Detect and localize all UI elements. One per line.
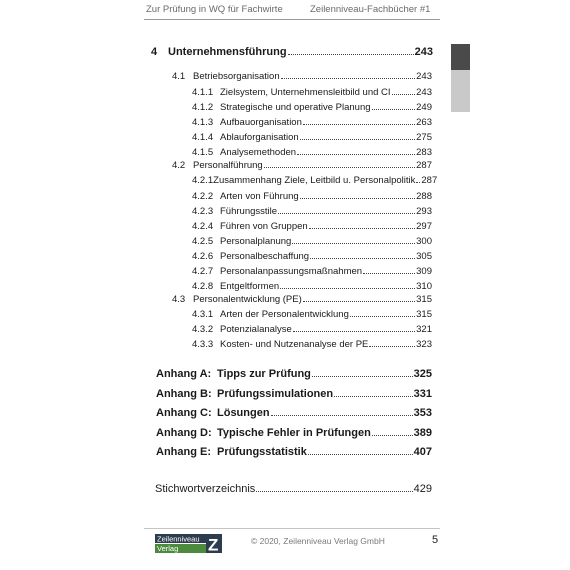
toc-entry-number: Anhang B: bbox=[156, 387, 212, 400]
toc-entry-number: 4.2.2 bbox=[192, 191, 214, 202]
toc-entry-page: 305 bbox=[416, 251, 432, 262]
leader-dots bbox=[369, 346, 415, 347]
toc-entry-page: 353 bbox=[413, 407, 432, 419]
toc-entry-number: 4.1.5 bbox=[192, 147, 214, 158]
leader-dots bbox=[334, 396, 413, 397]
toc-entry-title: Ablauforganisation bbox=[220, 132, 299, 143]
toc-entry-title: Potenzialanalyse bbox=[220, 324, 292, 335]
toc-subsection-row bbox=[192, 87, 432, 98]
toc-entry-page: 315 bbox=[416, 294, 432, 305]
leader-dots bbox=[309, 228, 415, 229]
leader-dots bbox=[288, 54, 414, 55]
toc-entry-number: 4.2.1 bbox=[192, 175, 214, 186]
toc-subsection-row bbox=[192, 339, 432, 350]
toc-entry-title: Personalanpassungsmaßnahmen bbox=[220, 266, 363, 277]
toc-entry-number: 4.1.4 bbox=[192, 132, 214, 143]
toc-entry-title: Lösungen bbox=[217, 407, 270, 419]
toc-entry-page: 389 bbox=[413, 426, 432, 439]
leader-dots bbox=[372, 435, 413, 436]
toc-entry-title: Personalbeschaffung bbox=[220, 251, 310, 262]
leader-dots bbox=[392, 94, 416, 95]
toc-entry-title: Entgeltformen bbox=[220, 281, 280, 292]
toc-section-row bbox=[172, 71, 432, 82]
toc-subsection-row bbox=[192, 191, 432, 202]
toc-entry-title: Unternehmensführung bbox=[168, 46, 287, 58]
toc-entry-page: 287 bbox=[421, 175, 438, 186]
toc-subsection-row bbox=[192, 117, 432, 128]
toc-appendix-row bbox=[156, 427, 432, 439]
toc-entry-page: 287 bbox=[416, 160, 432, 171]
toc-entry-page: 243 bbox=[416, 87, 432, 98]
toc-entry-page: 275 bbox=[416, 132, 432, 143]
leader-dots bbox=[256, 491, 412, 492]
header-rule bbox=[144, 19, 440, 20]
toc-entry-page: 243 bbox=[414, 46, 433, 58]
leader-dots bbox=[264, 167, 415, 168]
toc-entry-page: 263 bbox=[416, 117, 432, 128]
publisher-logo bbox=[155, 534, 222, 553]
toc-entry-number: 4.3.1 bbox=[192, 309, 214, 320]
toc-entry-number: 4 bbox=[151, 46, 158, 58]
toc-entry-title: Zielsystem, Unternehmensleitbild und CI bbox=[220, 87, 391, 98]
toc-entry-page: 407 bbox=[413, 446, 432, 458]
toc-subsection-row bbox=[192, 147, 432, 158]
toc-entry-page: 300 bbox=[416, 236, 432, 247]
toc-entry-number: 4.3.3 bbox=[192, 339, 214, 350]
toc-subsection-row bbox=[192, 236, 432, 247]
logo-mark: Z bbox=[208, 535, 219, 553]
toc-entry-page: 325 bbox=[413, 368, 432, 380]
toc-subsection-row bbox=[192, 251, 432, 262]
leader-dots bbox=[281, 78, 416, 79]
leader-dots bbox=[312, 376, 413, 377]
leader-dots bbox=[308, 454, 413, 455]
toc-entry-title: Prüfungssimulationen bbox=[217, 387, 334, 400]
leader-dots bbox=[292, 243, 415, 244]
toc-entry-page: 429 bbox=[413, 483, 432, 495]
running-header-left: Zur Prüfung in WQ für Fachwirte bbox=[146, 4, 283, 15]
toc-entry-page: 293 bbox=[416, 206, 432, 217]
toc-entry-number: 4.3 bbox=[172, 294, 186, 305]
toc-entry-page: 283 bbox=[416, 147, 432, 158]
chapter-thumb-tab-active bbox=[451, 44, 470, 70]
publisher-logo-graphic bbox=[155, 534, 222, 553]
toc-entry-title: Arten der Personalentwicklung bbox=[220, 309, 349, 320]
toc-entry-title: Betriebsorganisation bbox=[193, 71, 280, 82]
toc-entry-page: 321 bbox=[416, 324, 432, 335]
leader-dots bbox=[300, 198, 415, 199]
toc-entry-page: 243 bbox=[416, 71, 432, 82]
toc-entry-number: Anhang E: bbox=[156, 446, 211, 458]
toc-entry-title: Personalplanung bbox=[220, 236, 292, 247]
toc-entry-number: 4.2.4 bbox=[192, 221, 214, 232]
footer-rule bbox=[144, 528, 440, 529]
toc-entry-title: Arten von Führung bbox=[220, 191, 299, 202]
toc-appendix-row bbox=[156, 368, 432, 380]
toc-section-row bbox=[172, 294, 432, 305]
toc-entry-title: Kosten- und Nutzenanalyse der PE bbox=[220, 339, 369, 350]
leader-dots bbox=[271, 415, 413, 416]
copyright-notice: © 2020, Zeilenniveau Verlag GmbH bbox=[251, 536, 385, 546]
page-number: 5 bbox=[432, 534, 439, 546]
toc-entry-title: Aufbauorganisation bbox=[220, 117, 302, 128]
toc-subsection-row bbox=[192, 221, 432, 232]
toc-entry-title: Führen von Gruppen bbox=[220, 221, 308, 232]
leader-dots bbox=[372, 109, 416, 110]
toc-entry-title: Personalführung bbox=[193, 160, 263, 171]
leader-dots bbox=[350, 316, 415, 317]
toc-entry-title: Stichwortverzeichnis bbox=[155, 483, 256, 495]
toc-subsection-row bbox=[192, 266, 432, 277]
leader-dots bbox=[300, 139, 415, 140]
leader-dots bbox=[280, 288, 415, 289]
chapter-thumb-tab bbox=[451, 70, 470, 112]
toc-entry-number: 4.1.1 bbox=[192, 87, 214, 98]
leader-dots bbox=[303, 301, 415, 302]
leader-dots bbox=[310, 258, 415, 259]
toc-entry-page: 288 bbox=[416, 191, 432, 202]
toc-entry-page: 315 bbox=[416, 309, 432, 320]
toc-subsection-row bbox=[192, 281, 432, 292]
leader-dots bbox=[303, 124, 415, 125]
logo-text-line1: Zeilenniveau bbox=[157, 534, 200, 544]
toc-subsection-row bbox=[192, 324, 432, 335]
toc-subsection-row bbox=[192, 309, 432, 320]
toc-appendix-row bbox=[156, 446, 432, 458]
toc-entry-number: 4.3.2 bbox=[192, 324, 214, 335]
toc-entry-title: Tipps zur Prüfung bbox=[217, 368, 311, 380]
leader-dots bbox=[293, 331, 415, 332]
toc-entry-title: Prüfungsstatistik bbox=[217, 446, 307, 458]
toc-entry-number: 4.1 bbox=[172, 71, 186, 82]
toc-subsection-row bbox=[192, 175, 438, 186]
toc-entry-number: 4.1.3 bbox=[192, 117, 214, 128]
toc-appendix-row bbox=[156, 407, 432, 419]
toc-subsection-row bbox=[192, 206, 432, 217]
toc-entry-number: 4.2.3 bbox=[192, 206, 214, 217]
toc-entry-number: Anhang C: bbox=[156, 407, 212, 419]
toc-entry-title: Strategische und operative Planung bbox=[220, 102, 371, 113]
toc-subsection-row bbox=[192, 132, 432, 143]
toc-entry-number: 4.2.8 bbox=[192, 281, 214, 292]
toc-entry-page: 323 bbox=[416, 339, 432, 350]
toc-entry-title: Typische Fehler in Prüfungen bbox=[217, 426, 371, 439]
toc-entry-number: 4.2.7 bbox=[192, 266, 214, 277]
leader-dots bbox=[278, 213, 415, 214]
toc-chapter-row bbox=[151, 46, 433, 58]
toc-entry-number: Anhang D: bbox=[156, 426, 212, 439]
toc-entry-title: Personalentwicklung (PE) bbox=[193, 294, 302, 305]
toc-section-row bbox=[172, 160, 432, 171]
leader-dots bbox=[363, 273, 415, 274]
toc-appendix-row bbox=[156, 388, 432, 400]
logo-text-line2: Verlag bbox=[157, 544, 179, 553]
leader-dots bbox=[297, 154, 415, 155]
toc-entry-title: Analysemethoden bbox=[220, 147, 297, 158]
leader-dots bbox=[416, 182, 420, 183]
toc-entry-number: 4.2 bbox=[172, 160, 186, 171]
running-header-right: Zeilenniveau-Fachbücher #1 bbox=[310, 4, 431, 15]
toc-entry-number: 4.1.2 bbox=[192, 102, 214, 113]
toc-entry-number: 4.2.5 bbox=[192, 236, 214, 247]
toc-entry-title: Führungsstile bbox=[220, 206, 278, 217]
toc-index-row bbox=[155, 483, 432, 495]
toc-entry-number: 4.2.6 bbox=[192, 251, 214, 262]
toc-entry-page: 249 bbox=[416, 102, 432, 113]
toc-entry-page: 309 bbox=[416, 266, 432, 277]
toc-subsection-row bbox=[192, 102, 432, 113]
toc-entry-page: 310 bbox=[416, 281, 432, 292]
toc-entry-page: 331 bbox=[413, 387, 432, 400]
toc-entry-title: Zusammenhang Ziele, Leitbild u. Personalpolitik bbox=[213, 175, 416, 186]
toc-entry-number: Anhang A: bbox=[156, 368, 212, 380]
toc-entry-page: 297 bbox=[416, 221, 432, 232]
